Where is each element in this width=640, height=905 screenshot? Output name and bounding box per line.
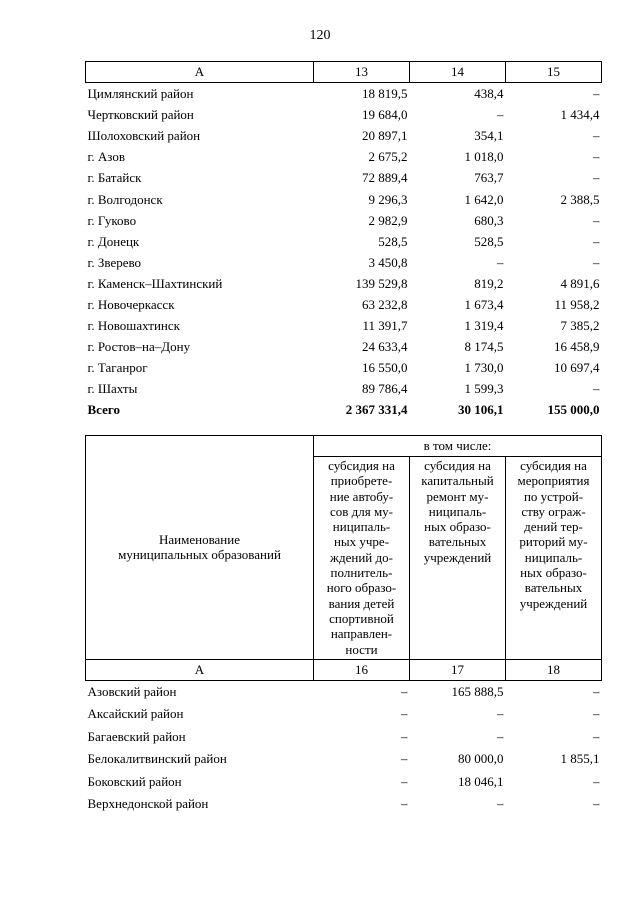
table-row <box>86 336 602 357</box>
value-cell: – <box>593 773 600 789</box>
value-cell: 2 388,5 <box>560 191 600 207</box>
table-row <box>86 231 602 252</box>
table-row <box>86 315 602 336</box>
value-cell: 528,5 <box>378 233 408 249</box>
table-row <box>86 793 602 815</box>
budget-table-columns-13-15 <box>85 61 602 421</box>
value-cell: 819,2 <box>474 275 504 291</box>
value-cell: – <box>593 86 600 102</box>
table-row <box>86 252 602 273</box>
value-cell: 80 000,0 <box>458 751 504 767</box>
header-cell: 14 <box>410 62 506 83</box>
total-row <box>86 399 602 420</box>
value-cell: – <box>593 684 600 700</box>
municipality-name: Цимлянский район <box>87 86 194 102</box>
table-row <box>86 167 602 188</box>
municipality-name: Азовский район <box>87 684 177 700</box>
table-row <box>86 748 602 770</box>
table-row <box>86 273 602 294</box>
value-cell: – <box>497 706 504 722</box>
value-cell: – <box>401 706 408 722</box>
municipality-column-caption: Наименование муниципальных образований <box>86 436 314 660</box>
table-row <box>86 680 602 703</box>
value-cell: 18 819,5 <box>362 86 408 102</box>
table-row <box>86 703 602 725</box>
value-cell: – <box>593 381 600 397</box>
value-cell: 11 391,7 <box>362 318 408 334</box>
table-row <box>86 125 602 146</box>
value-cell: 30 106,1 <box>458 402 504 418</box>
value-cell: 139 529,8 <box>355 275 408 291</box>
municipality-name: г. Каменск–Шахтинский <box>87 275 223 291</box>
value-cell: 165 888,5 <box>451 684 504 700</box>
municipality-name: г. Гуково <box>87 212 137 228</box>
value-cell: 9 296,3 <box>368 191 408 207</box>
value-cell: 2 982,9 <box>368 212 408 228</box>
municipality-name: Белокалитвинский район <box>87 751 227 767</box>
value-cell: 354,1 <box>474 128 504 144</box>
table-header-row <box>86 62 602 83</box>
municipality-name: г. Новочеркасск <box>87 296 175 312</box>
table-row <box>86 294 602 315</box>
value-cell: 24 633,4 <box>362 339 408 355</box>
table-row <box>86 83 602 105</box>
municipality-name: Всего <box>87 402 120 418</box>
value-cell: 763,7 <box>474 170 504 186</box>
value-cell: – <box>401 684 408 700</box>
value-cell: 11 958,2 <box>554 296 600 312</box>
municipality-name: г. Зверево <box>87 254 142 270</box>
value-cell: 89 786,4 <box>362 381 408 397</box>
column-number-cell: А <box>86 659 314 680</box>
value-cell: – <box>593 128 600 144</box>
value-cell: 528,5 <box>474 233 504 249</box>
value-cell: – <box>593 728 600 744</box>
including-caption: в том числе: <box>314 436 602 457</box>
municipality-name: г. Новошахтинск <box>87 318 180 334</box>
value-cell: 680,3 <box>474 212 504 228</box>
value-cell: 4 891,6 <box>560 275 600 291</box>
budget-table-columns-16-18 <box>85 435 602 815</box>
municipality-name: Боковский район <box>87 773 182 789</box>
value-cell: – <box>593 796 600 811</box>
value-cell: – <box>497 107 504 123</box>
municipality-name: г. Ростов–на–Дону <box>87 339 191 355</box>
value-cell: – <box>401 751 408 767</box>
value-cell: – <box>593 149 600 165</box>
value-cell: 438,4 <box>474 86 504 102</box>
value-cell: 3 450,8 <box>368 254 408 270</box>
municipality-name: г. Шахты <box>87 381 138 397</box>
municipality-name: Аксайский район <box>87 706 184 722</box>
value-cell: 1 855,1 <box>560 751 600 767</box>
value-cell: 1 018,0 <box>464 149 504 165</box>
value-cell: 1 642,0 <box>464 191 504 207</box>
value-cell: 2 675,2 <box>368 149 408 165</box>
municipality-name: г. Батайск <box>87 170 142 186</box>
value-cell: – <box>401 773 408 789</box>
header-cell: 13 <box>314 62 410 83</box>
header-cell: 15 <box>506 62 602 83</box>
value-cell: 1 730,0 <box>464 360 504 376</box>
table-row <box>86 104 602 125</box>
value-cell: – <box>593 212 600 228</box>
municipality-name: г. Волгодонск <box>87 191 163 207</box>
value-cell: – <box>593 706 600 722</box>
value-cell: 19 684,0 <box>362 107 408 123</box>
municipality-name: Багаевский район <box>87 728 186 744</box>
subsidy-17-caption: субсидия на капитальный ремонт му- ниципаль- ных образо- вательных учреждений <box>410 457 506 660</box>
value-cell: 1 673,4 <box>464 296 504 312</box>
value-cell: 72 889,4 <box>362 170 408 186</box>
column-number-cell: 17 <box>410 659 506 680</box>
value-cell: 155 000,0 <box>547 402 600 418</box>
value-cell: 20 897,1 <box>362 128 408 144</box>
value-cell: 2 367 331,4 <box>345 402 408 418</box>
value-cell: 1 319,4 <box>464 318 504 334</box>
value-cell: 1 434,4 <box>560 107 600 123</box>
table-row <box>86 188 602 209</box>
table-row <box>86 770 602 792</box>
value-cell: 63 232,8 <box>362 296 408 312</box>
value-cell: – <box>593 170 600 186</box>
value-cell: – <box>593 254 600 270</box>
table-row <box>86 726 602 748</box>
municipality-name: Верхнедонской район <box>87 796 209 811</box>
table-row <box>86 146 602 167</box>
municipality-name: г. Таганрог <box>87 360 148 376</box>
subsidy-18-caption: субсидия на мероприятия по устрой- ству ограж- дений тер- риторий му- ниципаль- ных образо- вательных учреждений <box>506 457 602 660</box>
table-row <box>86 378 602 399</box>
value-cell: – <box>401 796 408 811</box>
value-cell: 7 385,2 <box>560 318 600 334</box>
value-cell: 8 174,5 <box>464 339 504 355</box>
column-number-cell: 16 <box>314 659 410 680</box>
column-number-row <box>86 659 602 680</box>
subsidy-16-caption: субсидия на приобрете- ние автобу- сов для му- ниципаль- ных учре- ждений до- полнитель- ного образо- вания детей спортивной направлен- ности <box>314 457 410 660</box>
value-cell: 18 046,1 <box>458 773 504 789</box>
value-cell: – <box>497 796 504 811</box>
table-header-row <box>86 436 602 457</box>
table-row <box>86 357 602 378</box>
value-cell: 1 599,3 <box>464 381 504 397</box>
value-cell: 16 550,0 <box>362 360 408 376</box>
value-cell: – <box>497 254 504 270</box>
value-cell: – <box>593 233 600 249</box>
table-row <box>86 210 602 231</box>
value-cell: – <box>401 728 408 744</box>
value-cell: – <box>497 728 504 744</box>
municipality-name: г. Донецк <box>87 233 140 249</box>
value-cell: 10 697,4 <box>554 360 600 376</box>
column-number-cell: 18 <box>506 659 602 680</box>
header-cell: А <box>86 62 314 83</box>
municipality-name: Чертковский район <box>87 107 194 123</box>
page-number: 120 <box>309 28 331 43</box>
value-cell: 16 458,9 <box>554 339 600 355</box>
municipality-name: Шолоховский район <box>87 128 201 144</box>
municipality-name: г. Азов <box>87 149 125 165</box>
